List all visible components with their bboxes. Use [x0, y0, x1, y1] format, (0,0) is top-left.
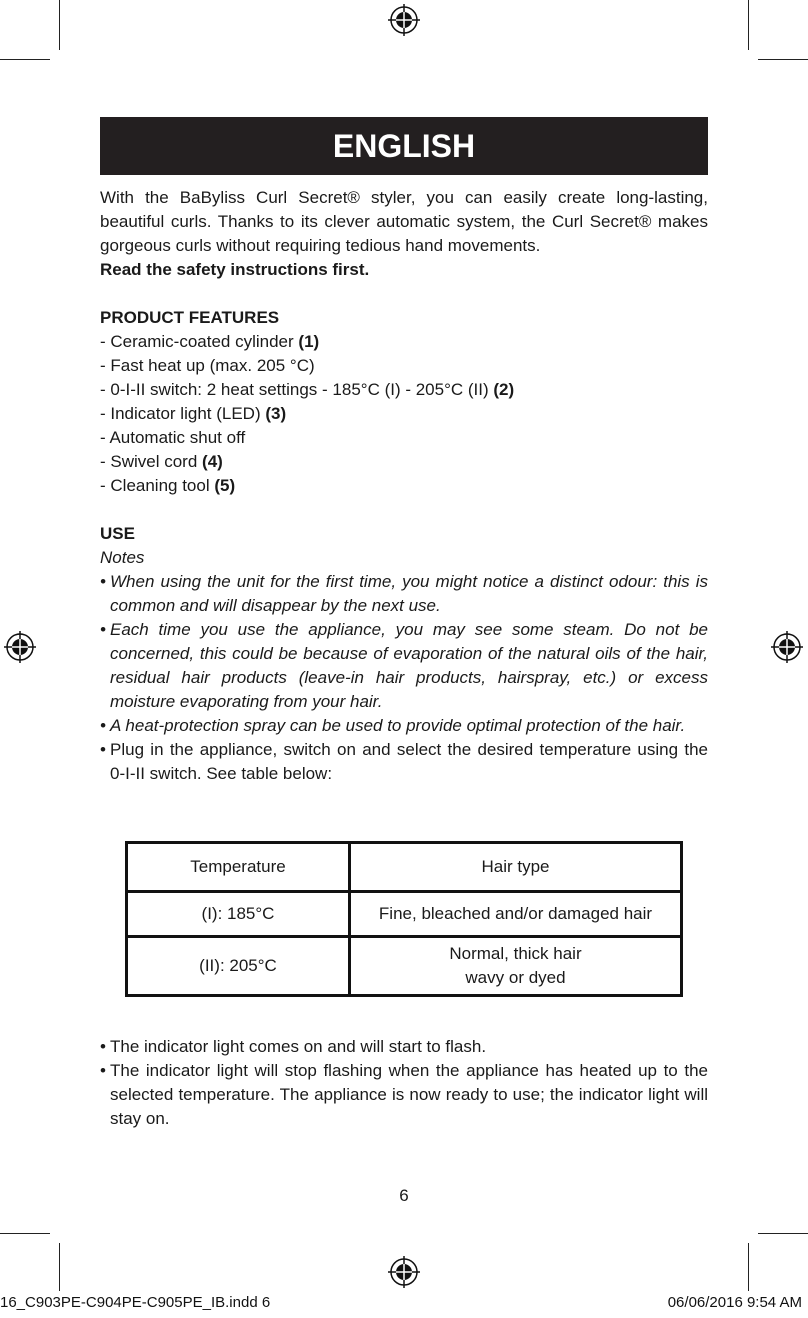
safety-note: Read the safety instructions first. — [100, 260, 370, 279]
page-number: 6 — [399, 1186, 409, 1205]
temperature-table — [125, 841, 683, 997]
table-row — [127, 937, 682, 996]
registration-mark-icon — [388, 1256, 420, 1288]
crop-mark — [748, 1243, 749, 1291]
language-banner: ENGLISH — [100, 117, 708, 175]
notes-list — [100, 570, 708, 786]
notes-label: Notes — [100, 548, 145, 567]
crop-mark — [59, 1243, 60, 1291]
intro — [100, 186, 708, 282]
registration-mark-icon — [4, 631, 36, 663]
crop-mark — [59, 0, 60, 50]
registration-mark-icon — [388, 4, 420, 36]
features-list — [100, 330, 708, 498]
features-title: PRODUCT FEATURES — [100, 308, 280, 327]
use-title: USE — [100, 524, 135, 543]
hair-type-line: Normal, thick hair — [449, 944, 582, 963]
list-item: - Automatic shut off — [100, 428, 246, 447]
after-table-content — [100, 1035, 708, 1131]
list-item: - Indicator light (LED) (3) — [100, 404, 287, 423]
main-content — [100, 186, 708, 786]
crop-mark — [758, 1233, 808, 1234]
intro-paragraph: With the BaByliss Curl Secret® styler, you can easily create long-lasting, beautiful curls. Thanks to its clever automatic system, the Curl Secret® makes gorgeous curls without requiring tedious hand movements. — [100, 188, 708, 255]
table-cell — [350, 937, 682, 996]
list-item: • Plug in the appliance, switch on and select the desired temperature using the 0-I-II switch. See table below: — [100, 738, 708, 786]
hair-type-line: wavy or dyed — [465, 968, 566, 987]
list-item: - Ceramic-coated cylinder (1) — [100, 332, 320, 351]
indicator-list — [100, 1035, 708, 1131]
crop-mark — [0, 59, 50, 60]
crop-mark — [758, 59, 808, 60]
list-item: • The indicator light comes on and will start to flash. — [100, 1035, 708, 1059]
crop-mark — [748, 0, 749, 50]
list-item: • When using the unit for the first time, you might notice a distinct odour: this is common and will disappear by the next use. — [100, 570, 708, 618]
list-item: - Fast heat up (max. 205 °C) — [100, 356, 315, 375]
table-header-row — [127, 843, 682, 892]
registration-mark-icon — [771, 631, 803, 663]
table-row — [127, 892, 682, 937]
table-header: Temperature — [127, 843, 350, 892]
footer-date: 06/06/2016 9:54 AM — [667, 1294, 802, 1311]
list-item: - 0-I-II switch: 2 heat settings - 185°C (I) - 205°C (II) (2) — [100, 380, 515, 399]
list-item: • A heat-protection spray can be used to provide optimal protection of the hair. — [100, 714, 708, 738]
crop-mark — [0, 1233, 50, 1234]
table-cell: (I): 185°C — [127, 892, 350, 937]
table-cell: Fine, bleached and/or damaged hair — [350, 892, 682, 937]
table-header: Hair type — [350, 843, 682, 892]
list-item: - Cleaning tool (5) — [100, 476, 236, 495]
table-cell: (II): 205°C — [127, 937, 350, 996]
list-item: • Each time you use the appliance, you may see some steam. Do not be concerned, this could be because of evaporation of the natural oils of the hair, residual hair products (leave-in hair products, hairspray, etc.) or excess moisture evaporating from your hair. — [100, 618, 708, 714]
footer-file: 16_C903PE-C904PE-C905PE_IB.indd 6 — [0, 1294, 271, 1311]
list-item: • The indicator light will stop flashing when the appliance has heated up to the selected temperature. The appliance is now ready to use; the indicator light will stay on. — [100, 1059, 708, 1131]
list-item: - Swivel cord (4) — [100, 452, 223, 471]
